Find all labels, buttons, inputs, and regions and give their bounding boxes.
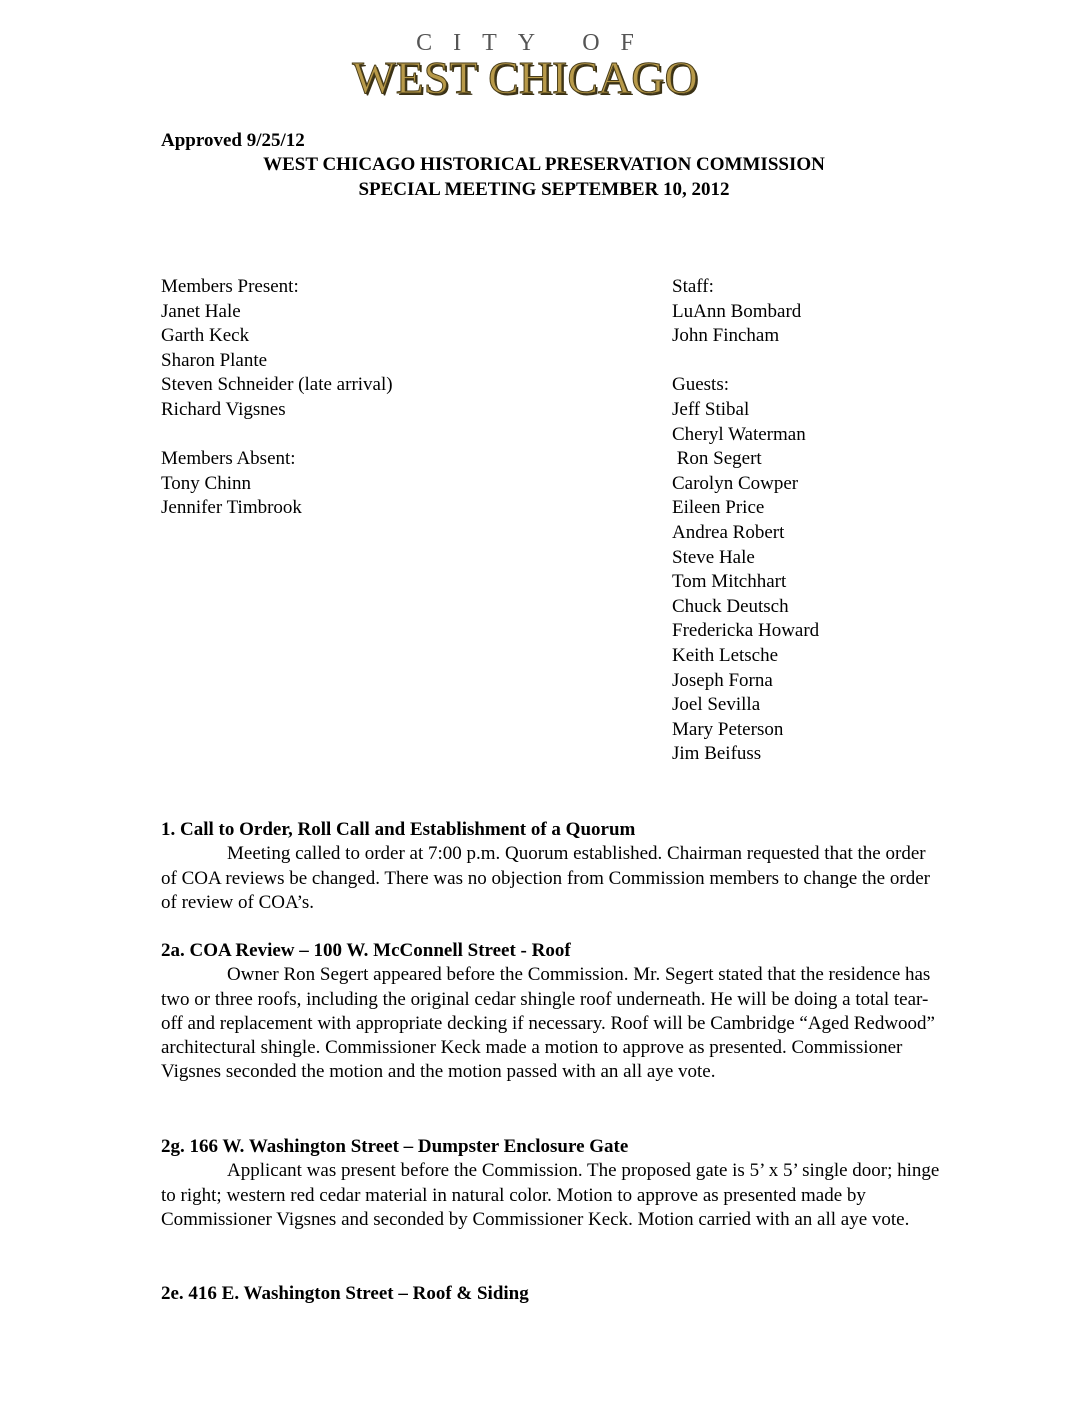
member-present-name: Sharon Plante [161, 349, 268, 371]
section-heading: 2g. 166 W. Washington Street – Dumpster Enclosure Gate [161, 1136, 629, 1157]
document-title: WEST CHICAGO HISTORICAL PRESERVATION COMMISSION [263, 154, 825, 175]
guest-name: Andrea Robert [672, 521, 785, 543]
guest-name: Tom Mitchhart [672, 571, 787, 593]
agenda-item-2g [161, 1135, 941, 1232]
guest-name: Chuck Deutsch [672, 595, 789, 617]
member-absent-name: Tony Chinn [161, 472, 251, 494]
members-absent-heading: Members Absent: [161, 448, 296, 470]
guest-name: Joel Sevilla [672, 694, 761, 716]
section-body: Meeting called to order at 7:00 p.m. Quorum established. Chairman requested that the order of COA reviews be changed. There was no objection from Commission members to change the order of review of COA’s. [161, 843, 930, 913]
member-absent-name: Jennifer Timbrook [161, 497, 302, 519]
guest-name: Ron Segert [672, 448, 762, 470]
member-present-name: Steven Schneider (late arrival) [161, 374, 393, 396]
section-heading: 1. Call to Order, Roll Call and Establishment of a Quorum [161, 819, 636, 840]
approval-note: Approved 9/25/12 [161, 130, 305, 151]
attendance-staff-guests [672, 275, 972, 767]
document-subtitle: SPECIAL MEETING SEPTEMBER 10, 2012 [358, 179, 730, 200]
guest-name: Carolyn Cowper [672, 472, 799, 494]
members-present-heading: Members Present: [161, 276, 299, 297]
section-heading: 2e. 416 E. Washington Street – Roof & Siding [161, 1283, 529, 1304]
guest-name: Eileen Price [672, 497, 765, 519]
section-body: Owner Ron Segert appeared before the Commission. Mr. Segert stated that the residence has two or three roofs, including the original cedar shingle roof underneath. He will be doing a total tear-off and replacement with appropriate decking if necessary. Roof will be Cambridge “Aged Redwood” architectural shingle. Commissioner Keck made a motion to approve as presented. Commissioner Vigsnes seconded the motion and the motion passed with an all aye vote. [161, 964, 935, 1083]
agenda-item-2a [161, 939, 941, 1085]
guest-name: Jeff Stibal [672, 398, 750, 420]
member-present-name: Janet Hale [161, 300, 241, 322]
guest-name: Steve Hale [672, 546, 755, 568]
section-heading: 2a. COA Review – 100 W. McConnell Street - Roof [161, 940, 571, 961]
agenda-item-2e [161, 1282, 941, 1306]
guest-name: Keith Letsche [672, 644, 779, 666]
staff-heading: Staff: [672, 276, 714, 297]
member-present-name: Richard Vigsnes [161, 398, 286, 420]
staff-name: John Fincham [672, 325, 780, 347]
guest-name: Joseph Forna [672, 669, 773, 691]
logo-line-2: WEST CHICAGO [352, 52, 698, 103]
attendance-members [161, 275, 601, 521]
member-present-name: Garth Keck [161, 325, 250, 347]
guest-name: Jim Beifuss [672, 743, 762, 765]
guest-name: Cheryl Waterman [672, 423, 806, 445]
guest-name: Fredericka Howard [672, 620, 820, 642]
logo-line-1: CITY OF [416, 30, 655, 56]
section-body: Applicant was present before the Commission. The proposed gate is 5’ x 5’ single door; hinge to right; western red cedar material in natural color. Motion to approve as presented made by Commissioner Vigsnes and seconded by Commissioner Keck. Motion carried with an all aye vote. [161, 1160, 940, 1230]
staff-name: LuAnn Bombard [672, 300, 802, 322]
city-logo [330, 30, 720, 103]
agenda-item-call-to-order [161, 818, 941, 915]
guest-name: Mary Peterson [672, 718, 784, 740]
guests-heading: Guests: [672, 374, 729, 396]
